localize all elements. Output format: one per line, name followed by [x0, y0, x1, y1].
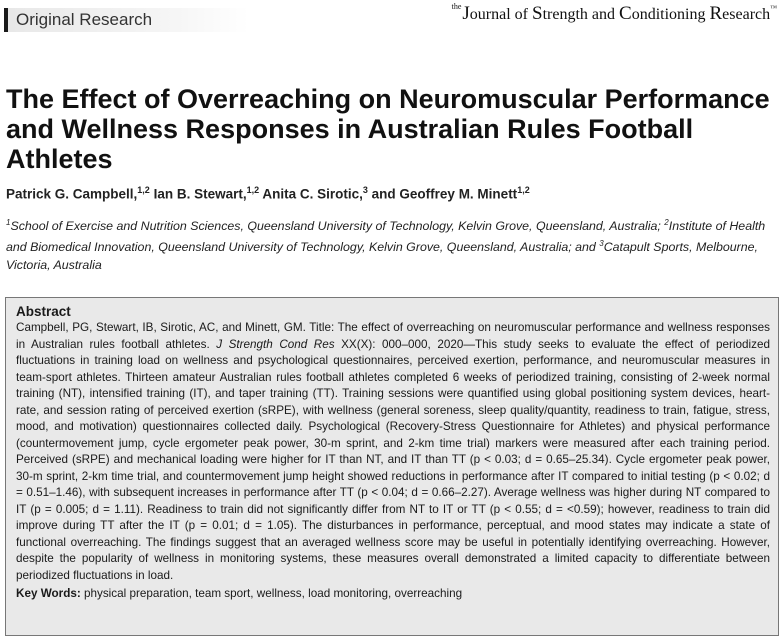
abstract-text — [16, 320, 770, 584]
citation-suffix: XX(X): 000–000, 2020— — [334, 337, 476, 351]
author-affiliation-marker: 1,2 — [246, 185, 260, 195]
keywords — [16, 586, 770, 603]
affiliation-text: School of Exercise and Nutrition Sciences, Queensland University of Technology, Kelvin Grove, Queensland, Australia; — [10, 219, 665, 234]
journal-name-the: the — [451, 2, 462, 11]
journal-initial-j: J — [462, 3, 470, 24]
abstract-box — [5, 297, 779, 636]
journal-word-trength: trength and — [542, 6, 619, 23]
affiliation-text: Institute of Health and Biomedical Innovation, Queensland University of Technology, Kelvin Grove, Queensland, Australia; and — [6, 219, 766, 255]
article-type-label: Original Research — [4, 8, 249, 32]
journal-name — [452, 2, 777, 25]
keywords-text: physical preparation, team sport, wellness, load monitoring, overreaching — [80, 587, 463, 600]
affiliation-marker: 3 — [599, 239, 604, 249]
journal-word-ournal: ournal of — [469, 6, 532, 23]
affiliations — [6, 214, 780, 274]
author-name: Patrick G. Campbell, — [6, 186, 138, 202]
affiliation-text: Catapult Sports, Melbourne, Victoria, Australia — [6, 240, 758, 273]
author-name: and Geoffrey M. Minett — [371, 186, 518, 202]
author-name: Anita C. Sirotic, — [262, 186, 363, 202]
citation-journal: J Strength Cond Res — [216, 337, 335, 351]
journal-initial-c: C — [619, 3, 632, 24]
abstract-body: This study seeks to evaluate the effect of periodized fluctuations in training load on wellness and psychological questionnaires, perceived exertion, performance, and neuromuscular measures in team-sport athletes. Thirteen amateur Australian rules football athletes completed 6 weeks of periodized training, consisting of 2-week normal training (NT), intensified training (IT), and taper training (TT). Training sessions were quantified using global positioning system devices, heart-rate, and session rating of perceived exertion (sRPE), with wellness (general soreness, sleep quality/quantity, readiness to train, fatigue, stress, mood, and motivation) questionnaires collected daily. Psychological (Recovery-Stress Questionnaire for Athletes) and physical performance (countermovement jump, cycle ergometer peak power, 30-m sprint, and 2-km time trial) markers were measured after each training period. Perceived (sRPE) and mechanical loading were higher for IT than NT, and IT than TT (p < 0.03; d = 0.65–25.34). Cycle ergometer peak power, 30-m sprint, 2-km time trial, and countermovement jump height showed reductions in performance after IT compared to initial testing (p < 0.02; d = 0.51–1.46), with subsequent increases in performance after TT (p < 0.04; d = 0.66–2.27). Average wellness was higher during NT compared to IT (p = 0.005; d = 1.11). Readiness to train did not significantly differ from NT to IT or TT (p < 0.55; d = <0.59); however, readiness to train did improve during TT after the IT (p = 0.01; d = 1.05). The disturbances in performance, perceptual, and mood states may indicate a state of functional overreaching. The findings suggest that an averaged wellness score may be useful in potentially identifying overreaching. However, despite the popularity of wellness in monitoring systems, these measures overall demonstrated a limited capacity to differentiate between periodized fluctuations in load. — [16, 337, 770, 582]
paper-title: The Effect of Overreaching on Neuromuscular Performance and Wellness Responses in Australian Rules Football Athletes — [6, 84, 770, 174]
affiliation-marker: 1 — [6, 218, 11, 227]
author-affiliation-marker: 3 — [362, 185, 368, 195]
journal-word-esearch: esearch — [722, 6, 771, 23]
trademark-symbol: ™ — [770, 4, 777, 12]
abstract-heading: Abstract — [16, 304, 71, 319]
affiliation-marker: 2 — [664, 218, 669, 227]
journal-initial-s: S — [532, 3, 543, 24]
journal-initial-r: R — [709, 3, 723, 24]
citation-prefix: Campbell, PG, Stewart, IB, Sirotic, AC, and Minett, GM. Title: The effect of overreaching on neuromuscular performance and wellness responses in Australian rules football athletes. — [16, 321, 770, 351]
author-list — [6, 185, 781, 202]
journal-word-onditioning: onditioning — [631, 6, 710, 23]
author-affiliation-marker: 1,2 — [517, 185, 530, 195]
author-name: Ian B. Stewart, — [153, 186, 247, 202]
keywords-label: Key Words: — [16, 587, 81, 600]
author-affiliation-marker: 1,2 — [137, 185, 150, 195]
